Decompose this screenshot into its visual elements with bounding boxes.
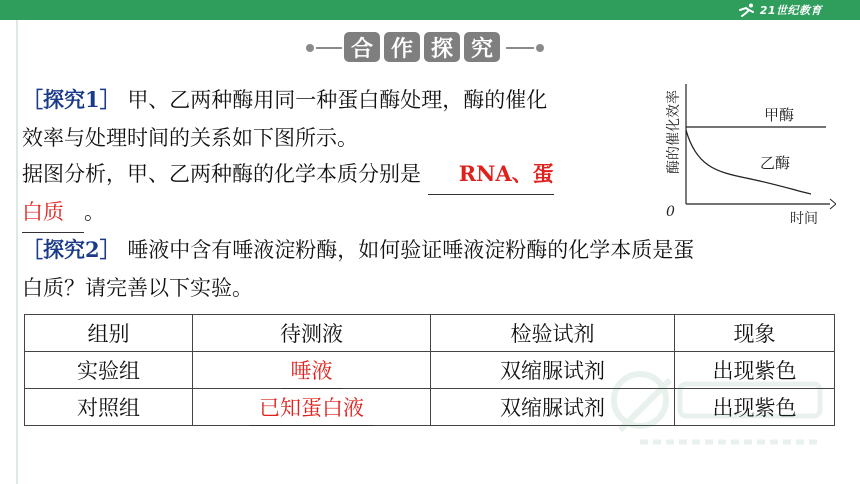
banner-line-right	[506, 47, 534, 49]
table-cell-group: 实验组	[25, 352, 193, 389]
banner-char: 合	[344, 32, 380, 62]
banner-dot-right	[536, 44, 544, 52]
q1-period: 。	[84, 200, 105, 224]
banner-char: 探	[424, 32, 460, 62]
banner-char: 究	[464, 32, 500, 62]
table-cell-sample	[193, 352, 431, 389]
banner-char: 作	[384, 32, 420, 62]
logo	[738, 2, 822, 18]
section-banner	[306, 32, 546, 64]
q2-text-1: 唾液中含有唾液淀粉酶，如何验证唾液淀粉酶的化学本质是蛋	[127, 238, 695, 262]
q1-tag: ［探究1］	[22, 87, 121, 112]
table-header: 组别	[25, 315, 193, 352]
q1-answer-2: 白质	[22, 200, 64, 224]
table-cell-reagent: 双缩脲试剂	[431, 389, 675, 426]
q2-text-2: 白质？请完善以下实验。	[22, 276, 253, 300]
sample-answer: 唾液	[290, 359, 333, 383]
q2-line2	[22, 268, 253, 308]
origin-label: 0	[666, 204, 675, 220]
table-header: 现象	[675, 315, 835, 352]
series-yi-label: 乙酶	[760, 154, 791, 172]
q1-text-1: 甲、乙两种酶用同一种蛋白酶处理，酶的催化	[127, 88, 548, 112]
q1-line4	[22, 192, 105, 233]
table-cell-reagent: 双缩脲试剂	[431, 352, 675, 389]
series-jia-label: 甲酶	[764, 106, 795, 124]
runner-icon	[738, 3, 756, 17]
table-cell-group: 对照组	[25, 389, 193, 426]
q2-tag: ［探究2］	[22, 237, 121, 262]
q1-text-2: 效率与处理时间的关系如下图所示。	[22, 126, 358, 150]
q1-line2	[22, 118, 358, 158]
answer-underline	[281, 388, 343, 389]
q2-line1	[22, 230, 694, 270]
logo-text: 21世纪教育	[759, 4, 822, 17]
banner-dot-left	[306, 44, 314, 52]
q1-line1	[22, 80, 547, 120]
table-header: 待测液	[193, 315, 431, 352]
left-rule	[16, 20, 18, 484]
q1-answer-1: RNA、蛋	[458, 161, 554, 186]
q1-text-3: 据图分析，甲、乙两种酶的化学本质分别是	[22, 162, 421, 186]
q1-answer-blank-2	[22, 192, 84, 233]
watermark-logo	[600, 360, 830, 460]
top-bar	[0, 0, 860, 20]
table-header: 检验试剂	[431, 315, 675, 352]
banner-chars	[344, 32, 500, 62]
series-yi-line	[686, 130, 811, 194]
banner-line-left	[316, 47, 342, 49]
table-cell-sample	[193, 389, 431, 426]
enzyme-efficiency-graph	[656, 80, 836, 230]
table-cell-result: 出现紫色	[675, 352, 835, 389]
table-cell-result: 出现紫色	[675, 389, 835, 426]
table-header-row	[25, 315, 835, 352]
y-axis-label: 酶的催化效率	[666, 90, 682, 174]
sample-answer: 已知蛋白液	[259, 396, 364, 420]
answer-underline	[249, 425, 374, 426]
q1-line3	[22, 154, 554, 195]
sample-answer-wrap	[291, 355, 333, 385]
sample-answer-wrap	[259, 392, 364, 422]
x-axis-label: 时间	[790, 211, 818, 227]
q1-answer-blank-1	[428, 154, 554, 195]
